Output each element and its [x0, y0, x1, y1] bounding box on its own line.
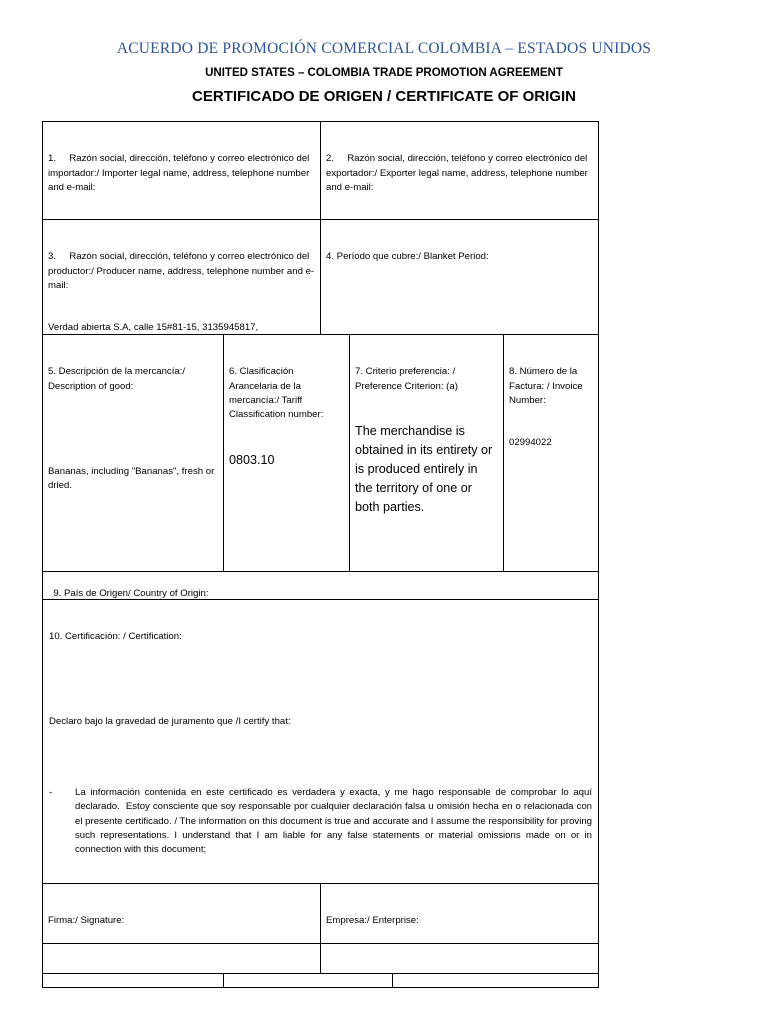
certification-statement: - La información contenida en este certificado es verdadera y exacta, y me hago responsable de comprobar lo aquí declarado. Estoy consciente que soy responsable por cualquier declaración falsa u omisión hecha en o relacionada con el presente certificado. / The information on this document is true and accurate and I assume the responsibility for proving such representations. I understand that I am liable for any false statements or material omissions made on or in connection with this document;: [49, 787, 595, 855]
name-field[interactable]: [42, 943, 321, 974]
fax-field[interactable]: [392, 973, 599, 988]
producer-field[interactable]: [42, 219, 321, 335]
signature-field[interactable]: [42, 883, 321, 944]
certification-intro: Declaro bajo la gravedad de juramento que /I certify that:: [49, 715, 291, 727]
invoice-number-field[interactable]: [503, 334, 599, 572]
goods-description-label: 5. Descripción de la mercancía:/ Description of good:: [48, 366, 188, 392]
telephone-field[interactable]: [223, 973, 393, 988]
exporter-label: 2. Razón social, dirección, teléfono y correo electrónico del exportador:/ Exporter legal name, address, telephone number and e-mail:: [326, 153, 591, 193]
preference-criterion-value: The merchandise is obtained in its entirety or is produced entirely in the territory of one or both parties.: [355, 424, 496, 515]
certification-label: 10. Certificación: / Certification:: [49, 630, 182, 642]
certification-statements: [49, 758, 595, 885]
goods-description-value: Bananas, including "Bananas", fresh or dried.: [48, 465, 217, 491]
country-of-origin-label: 9. País de Origen/ Country of Origin:: [53, 588, 209, 600]
goods-description-field[interactable]: [42, 334, 224, 572]
tariff-classification-field[interactable]: [223, 334, 350, 572]
invoice-number-value: 02994022: [509, 437, 552, 449]
tariff-classification-label: 6. Clasificación Arancelaria de la mercancía:/ Tariff Classification number:: [229, 366, 324, 421]
producer-label: 3. Razón social, dirección, teléfono y correo electrónico del productor:/ Producer name, address, telephone number and e-mail:: [48, 251, 315, 291]
preference-criterion-label: 7. Criterio preferencia: / Preference Criterion: (a): [355, 366, 458, 392]
enterprise-label: Empresa:/ Enterprise:: [326, 915, 419, 927]
country-of-origin-field[interactable]: [42, 571, 599, 600]
enterprise-field[interactable]: [320, 883, 599, 944]
tariff-classification-value: 0803.10: [229, 452, 275, 467]
importer-field[interactable]: [42, 121, 321, 220]
certificate-title: CERTIFICADO DE ORIGEN / CERTIFICATE OF ORIGIN: [192, 88, 576, 105]
signature-label: Firma:/ Signature:: [48, 915, 125, 927]
title-field[interactable]: [320, 943, 599, 974]
exporter-field[interactable]: [320, 121, 599, 220]
blanket-period-field[interactable]: [320, 219, 599, 335]
blanket-period-label: 4. Período que cubre:/ Blanket Period:: [326, 251, 489, 263]
preference-criterion-field[interactable]: [349, 334, 504, 572]
invoice-number-label: 8. Número de la Factura: / Invoice Number:: [509, 366, 586, 406]
importer-label: 1. Razón social, dirección, teléfono y correo electrónico del importador:/ Importer legal name, address, telephone number and e-mail:: [48, 153, 312, 193]
agreement-title-spanish: ACUERDO DE PROMOCIÓN COMERCIAL COLOMBIA – ESTADOS UNIDOS: [116, 40, 652, 57]
producer-value: Verdad abierta S.A, calle 15#81-15, 3135945817,: [48, 322, 259, 334]
agreement-title-english: UNITED STATES – COLOMBIA TRADE PROMOTION AGREEMENT: [205, 67, 563, 79]
certification-section: [42, 599, 599, 884]
date-field[interactable]: [42, 973, 224, 988]
